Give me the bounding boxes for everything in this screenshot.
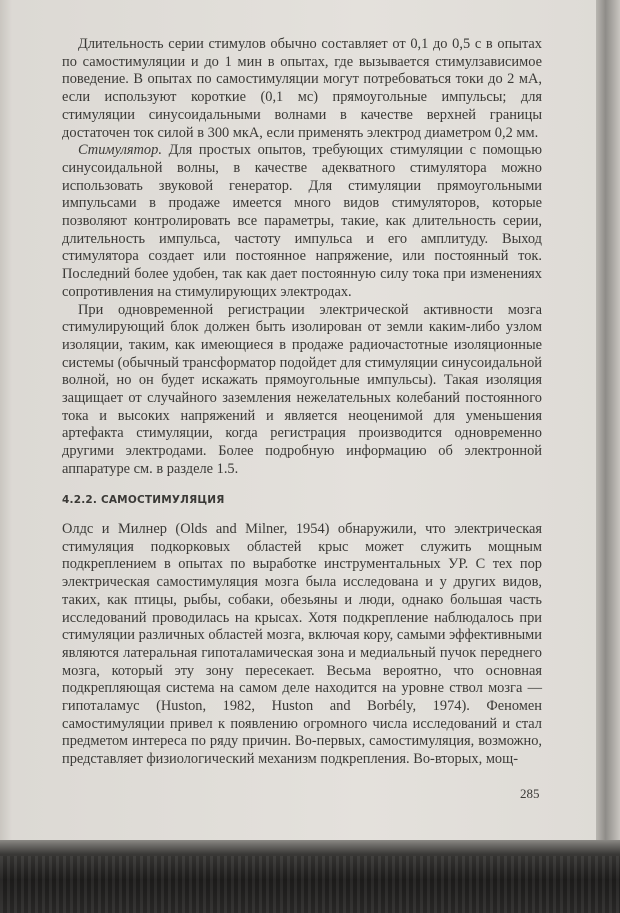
text-block-bottom — [62, 521, 542, 769]
stimulator-text: Для простых опытов, требующих стимуляции с помощью синусоидальной волны, в качестве адекватного стимулятора можно использовать звуковой генератор. Для стимуляции прямоугольными импульсами в продаже имеется много видов стимуляторов, которые позволяют контролировать все параметры, такие, как длительность серии, длительность импульса, частоту импульса и его амплитуду. Выход стимулятора создает или постоянное напряжение, или постоянный ток. Последний более удобен, так как дает постоянную силу тока при изменениях сопротивления на стимулирующих электродах. — [62, 142, 542, 300]
page-number: 285 — [520, 786, 540, 801]
paragraph-stimulus-duration: Длительность серии стимулов обычно составляет от 0,1 до 0,5 с в опытах по самостимуляции и до 1 мин в опытах, где вызывается стимулзависимое поведение. В опытах по самостимуляции могут потребоваться токи до 2 мА, если используют короткие (0,1 мс) прямоугольные импульсы; для стимуляции синусоидальными волнами в качестве верхней границы достаточен ток силой в 300 мкА, если применять электрод диаметром 0,2 мм. — [62, 36, 542, 141]
paragraph-self-stimulation: Олдс и Милнер (Olds and Milner, 1954) обнаружили, что электрическая стимуляция подкорковых областей крыс может служить мощным подкреплением в опытах по выработке инструментальных УР. С тех пор электрическая самостимуляция мозга была исследована и у других видов, таких, как птицы, рыбы, собаки, обезьяны и люди, однако большая часть исследований проводилась на крысах. Хотя подкрепление наблюдалось при стимуляции различных областей мозга, включая кору, самыми эффективными являются латеральная гипоталамическая зона и медиальный пучок переднего мозга, который эту зону пересекает. Весьма вероятно, что основная подкрепляющая система на самом деле находится на уровне ствол мозга — гипоталамус (Huston, 1982, Huston and Borbély, 1974). Феномен самостимуляции привел к появлению огромного числа исследований и стал предметом интереса по ряду причин. Во-первых, самостимуляция, возможно, представляет физиологический механизм подкрепления. Во-вторых, мощ- — [62, 521, 542, 768]
text-block-top — [62, 36, 542, 479]
paragraph-stimulator — [62, 142, 542, 301]
stimulator-lead: Стимулятор. — [78, 142, 162, 159]
page-edge — [596, 0, 620, 913]
paragraph-isolation: При одновременной регистрации электрической активности мозга стимулирующий блок должен быть изолирован от земли каким-либо узлом изоляции, таким, как имеющиеся в продаже радиочастотные изоляционные системы (обычный трансформатор подойдет для стимуляции синусоидальной волной, но он будет искажать прямоугольные импульсы). Такая изоляция защищает от случайного заземления нежелательных колебаний постоянного тока и высоких напряжений и является неоценимой для уменьшения артефакта стимуляции, когда регистрация производится одновременно другими электродами. Более подробную информацию об электронной аппаратуре см. в разделе 1.5. — [62, 301, 542, 477]
page-stack-edges — [0, 856, 620, 913]
section-heading: 4.2.2. САМОСТИМУЛЯЦИЯ — [62, 494, 225, 506]
